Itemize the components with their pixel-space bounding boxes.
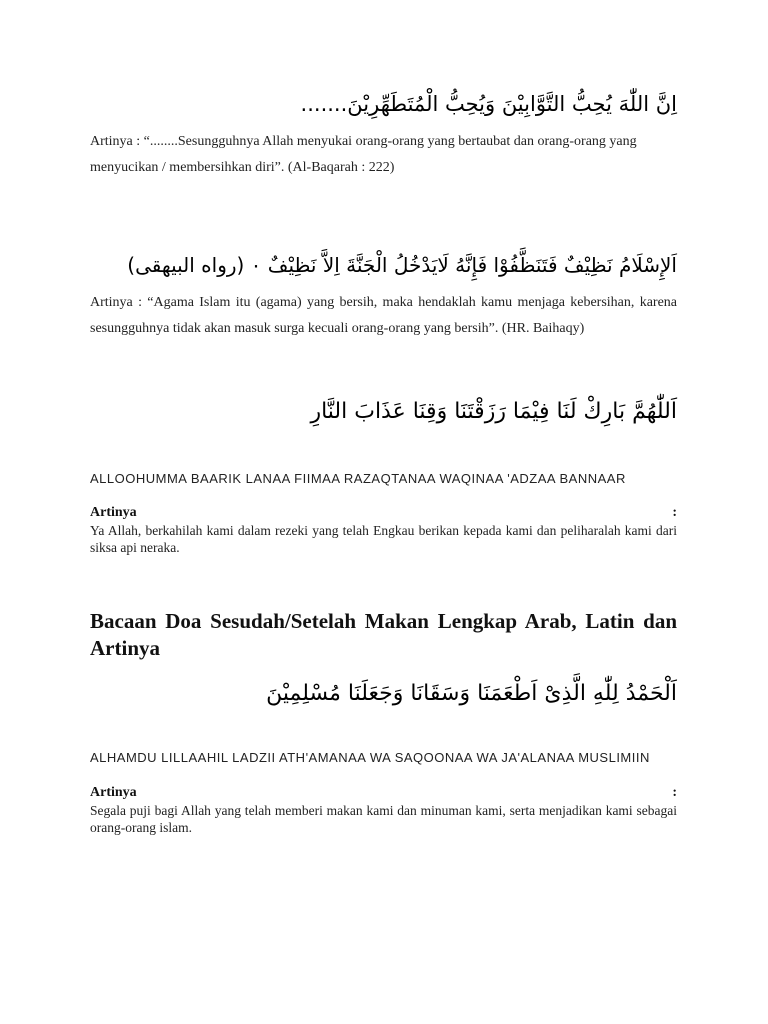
doa-after-meaning: Segala puji bagi Allah yang telah memberi makan kami dan minuman kami, serta menjadikan kami sebagai orang-orang islam. [90, 803, 677, 835]
quran-verse-translation: Artinya : “........Sesungguhnya Allah menyukai orang-orang yang bertaubat dan orang-orang yang menyucikan / membersihkan diri”. (Al-Baqarah : 222) [90, 134, 637, 175]
doa-before-meaning: Ya Allah, berkahilah kami dalam rezeki yang telah Engkau berikan kepada kami dan peliharalah kami dari siksa api neraka. [90, 523, 677, 555]
artinya-label: Artinya [90, 505, 137, 520]
doa-before-artinya-row [90, 505, 677, 521]
doa-after-latin: ALHAMDU LILLAAHIL LADZII ATH'AMANAA WA SAQOONAA WA JA'ALANAA MUSLIMIIN [90, 750, 650, 765]
artinya-colon: : [672, 785, 677, 800]
hadith-arabic: اَلإِسْلَامُ نَظِيْفٌ فَتَنَظَّفُوْا فَإِنَّهُ لَايَدْخُلُ الْجَنَّةَ اِلاَّ نَظِيْفٌ ٠ (رواه البيهقى) [127, 253, 677, 277]
doa-before-latin: ALLOOHUMMA BAARIK LANAA FIIMAA RAZAQTANAA WAQINAA 'ADZAA BANNAAR [90, 471, 626, 486]
doa-after-artinya-row [90, 785, 677, 801]
artinya-colon: : [672, 505, 677, 520]
section-heading: Bacaan Doa Sesudah/Setelah Makan Lengkap Arab, Latin dan Artinya [90, 609, 677, 660]
artinya-label: Artinya [90, 785, 137, 800]
quran-verse-arabic: اِنَّ اللّٰهَ يُحِبُّ التَّوَّابِيْنَ وَيُحِبُّ الْمُتَطَهِّرِيْنَ....... [300, 92, 677, 116]
hadith-translation: Artinya : “Agama Islam itu (agama) yang bersih, maka hendaklah kamu menjaga kebersihan, karena sesungguhnya tidak akan masuk surga kecuali orang-orang yang bersih”. (HR. Baihaqy) [90, 295, 677, 336]
doa-after-arabic: اَلْحَمْدُ لِلّٰهِ الَّذِىْ اَطْعَمَنَا وَسَقَانَا وَجَعَلَنَا مُسْلِمِيْنَ [266, 681, 677, 706]
doa-before-arabic: اَللّٰهُمَّ بَارِكْ لَنَا فِيْمَا رَزَقْتَنَا وَقِنَا عَذَابَ النَّارِ [310, 399, 677, 424]
